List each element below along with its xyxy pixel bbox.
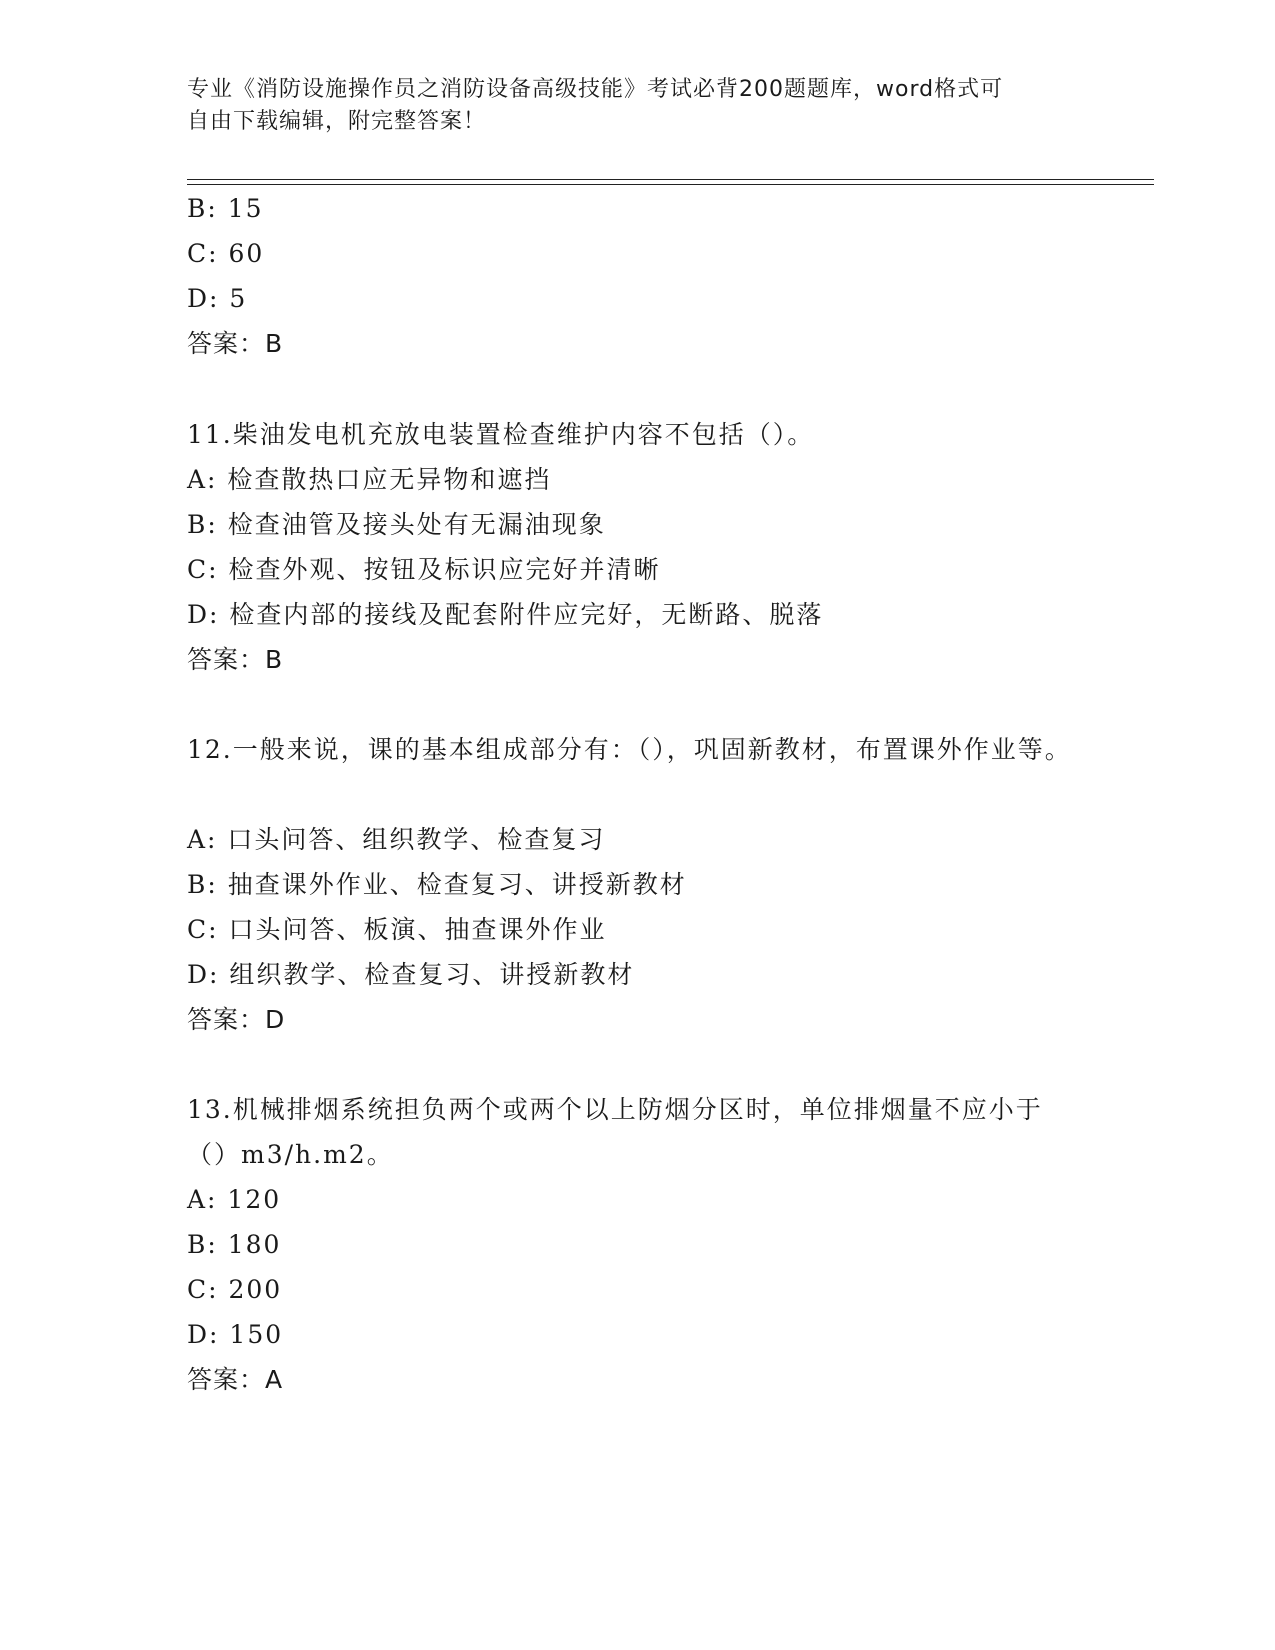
q12-answer: 答案：D xyxy=(187,1005,286,1034)
q11-option-b: B: 检查油管及接头处有无漏油现象 xyxy=(187,510,606,539)
document-header xyxy=(187,74,1067,138)
q13-answer: 答案：A xyxy=(187,1365,284,1394)
prev-option-d: D: 5 xyxy=(187,284,248,313)
header-rule-top xyxy=(187,179,1154,180)
header-title-line-1: 专业《消防设施操作员之消防设备高级技能》考试必背200题题库，word格式可 xyxy=(187,77,1004,102)
q13-option-d: D: 150 xyxy=(187,1320,284,1349)
q11-stem: 11.柴油发电机充放电装置检查维护内容不包括（）。 xyxy=(187,420,815,449)
q11-option-a: A: 检查散热口应无异物和遮挡 xyxy=(187,465,552,494)
prev-answer: 答案：B xyxy=(187,329,284,358)
q13-stem: 13.机械排烟系统担负两个或两个以上防烟分区时，单位排烟量不应小于（）m3/h.m2。 xyxy=(187,1095,1043,1169)
q12-option-b: B: 抽查课外作业、检查复习、讲授新教材 xyxy=(187,870,687,899)
q11-answer: 答案：B xyxy=(187,645,284,674)
q13-option-c: C: 200 xyxy=(187,1275,283,1304)
prev-option-c: C: 60 xyxy=(187,239,265,268)
header-rule-bottom xyxy=(187,184,1154,185)
q12-option-a: A: 口头问答、组织教学、检查复习 xyxy=(187,825,606,854)
q12-option-d: D: 组织教学、检查复习、讲授新教材 xyxy=(187,960,635,989)
q13-option-a: A: 120 xyxy=(187,1185,282,1214)
q12-option-c: C: 口头问答、板演、抽查课外作业 xyxy=(187,915,607,944)
header-title-line-2: 自由下载编辑，附完整答案！ xyxy=(187,109,487,134)
prev-option-b: B: 15 xyxy=(187,194,264,223)
q12-stem: 12.一般来说，课的基本组成部分有：（），巩固新教材，布置课外作业等。 xyxy=(187,735,1072,764)
q13-option-b: B: 180 xyxy=(187,1230,282,1259)
q11-option-c: C: 检查外观、按钮及标识应完好并清晰 xyxy=(187,555,661,584)
q11-option-d: D: 检查内部的接线及配套附件应完好，无断路、脱落 xyxy=(187,600,824,629)
